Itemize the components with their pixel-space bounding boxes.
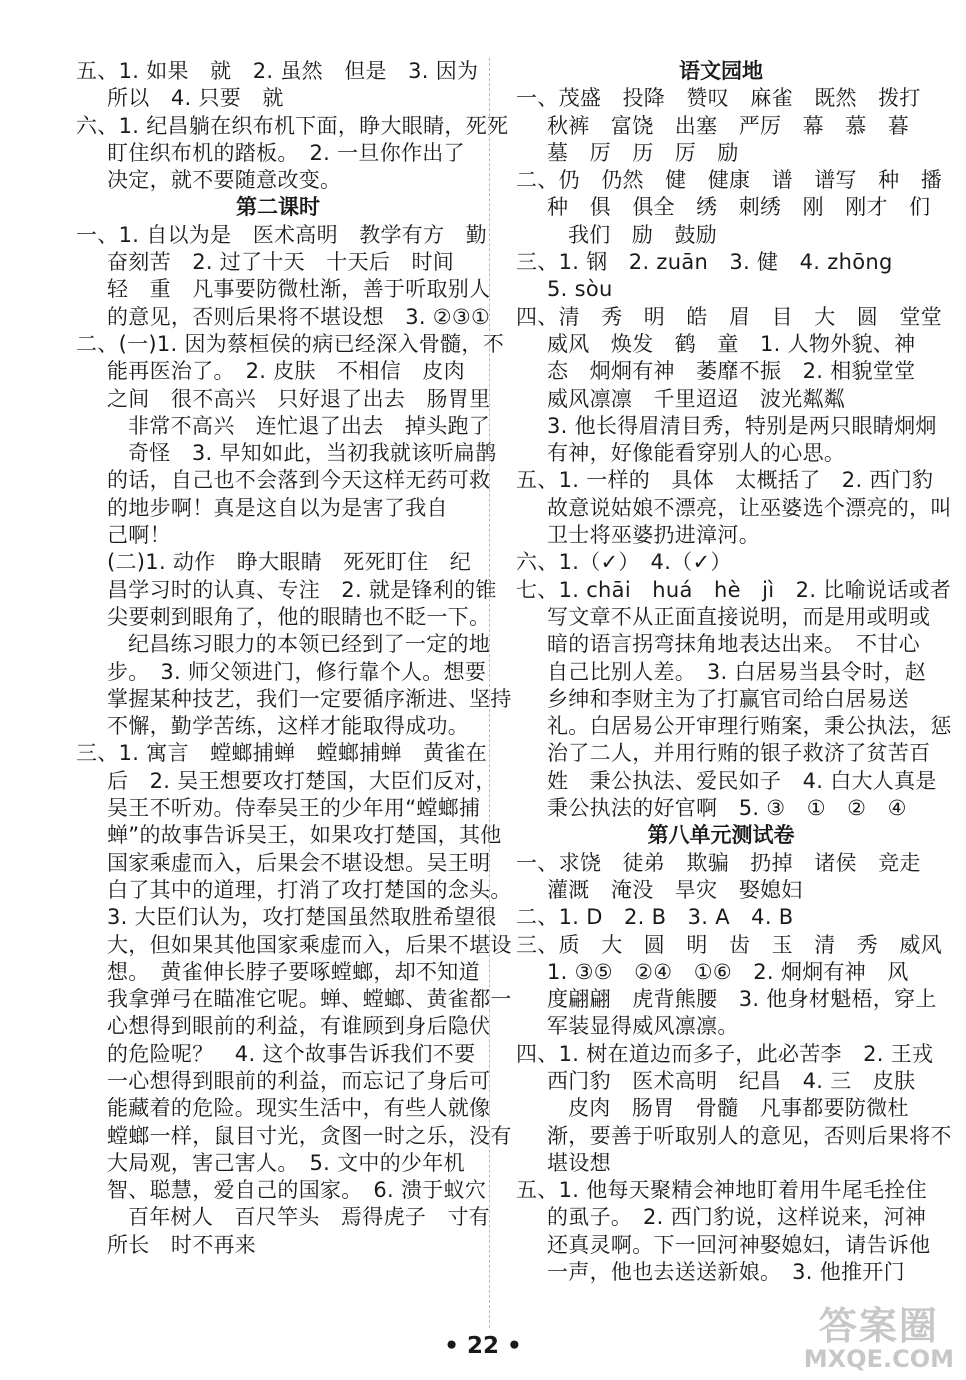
column-divider <box>489 58 490 1328</box>
answer-line: 己啊！ <box>107 523 171 548</box>
answer-line: 秉公执法的好官啊 5. ③ ① ② ④ <box>547 796 907 821</box>
watermark-url: MXQE.COM <box>803 1345 954 1373</box>
answer-line: 种 俱 俱全 绣 刺绣 刚 刚才 们 <box>547 195 931 220</box>
answer-line: 四、1. 树在道边而多子，此必苦李 2. 王戎 <box>516 1041 934 1066</box>
answer-line: 一心想得到眼前的利益，而忘记了身后可 <box>107 1068 491 1093</box>
answer-line: 二、1. D 2. B 3. A 4. B <box>516 905 794 930</box>
answer-line: 七、1. chāi huá hè jì 2. 比喻说话或者 <box>516 577 952 602</box>
answer-line: 大局观，害己害人。 5. 文中的少年机 <box>107 1150 465 1175</box>
answer-line: 之间 很不高兴 只好退了出去 肠胃里 <box>107 386 491 411</box>
answer-line: 威风 焕发 鹤 童 1. 人物外貌、神 <box>547 331 916 356</box>
answer-line: 盯住织布机的踏板。 2. 一旦你作出了 <box>107 140 465 165</box>
answer-line: 智、聪慧，爱自己的国家。 6. 溃于蚁穴 <box>107 1178 487 1203</box>
answer-line: 我拿弹弓在瞄准它呢。蝉、螳螂、黄雀都一 <box>107 987 512 1012</box>
answer-line: 心想得到眼前的利益，有谁顾到身后隐伏 <box>107 1014 491 1039</box>
answer-line: 所以 4. 只要 就 <box>107 86 284 111</box>
answer-line: (二)1. 动作 睁大眼睛 死死盯住 纪 <box>107 550 472 575</box>
answer-line: 尖要刺到眼角了，他的眼睛也不眨一下。 <box>107 604 491 629</box>
answer-line: 态 炯炯有神 萎靡不振 2. 相貌堂堂 <box>547 359 916 384</box>
answer-line: 非常不高兴 连忙退了出去 掉头跑了 <box>128 413 491 438</box>
answer-line: 白了其中的道理，打消了攻打楚国的念头。 <box>107 877 512 902</box>
answer-line: 的地步啊！真是这自以为是害了我自 <box>107 495 448 520</box>
answer-line: 堪设想 <box>547 1150 611 1175</box>
answer-line: 姓 秉公执法、爱民如子 4. 白大人真是 <box>547 768 937 793</box>
answer-line: 二、(一)1. 因为蔡桓侯的病已经深入骨髓，不 <box>76 331 504 356</box>
answer-line: 三、质 大 圆 明 齿 玉 清 秀 威风 <box>516 932 942 957</box>
answer-line: 五、1. 他每天聚精会神地盯着用牛尾毛拴住 <box>516 1178 928 1203</box>
answer-line: 掌握某种技艺，我们一定要循序渐进、坚持 <box>107 686 512 711</box>
answer-line: 想。 黄雀伸长脖子要啄螳螂，却不知道 <box>107 959 480 984</box>
answer-line: 秋裤 富饶 出塞 严厉 幕 慕 暮 <box>547 113 910 138</box>
answer-line: 二、仍 仍然 健 健康 谱 谱写 种 播 <box>516 168 942 193</box>
answer-line: 军装显得威风凛凛。 <box>547 1014 739 1039</box>
answer-line: 暗的语言拐弯抹角地表达出来。 不甘心 <box>547 632 920 657</box>
answer-line: 能再医治了。 2. 皮肤 不相信 皮肉 <box>107 359 465 384</box>
answer-line: 的危险呢？ 4. 这个故事告诉我们不要 <box>107 1041 476 1066</box>
answer-line: 还真灵啊。下一回河神娶媳妇，请告诉他 <box>547 1232 931 1257</box>
answer-line: 威风凛凛 千里迢迢 波光粼粼 <box>547 386 846 411</box>
answer-line: 四、清 秀 明 皓 眉 目 大 圆 堂堂 <box>516 304 942 329</box>
answer-line: 5. sòu <box>547 277 613 302</box>
answer-line: 一、1. 自以为是 医术高明 教学有方 勤 <box>76 222 488 247</box>
watermark <box>804 1306 954 1372</box>
answer-line: 大，但如果其他国家乘虚而入，后果不堪设 <box>107 932 512 957</box>
answer-line: 五、1. 如果 就 2. 虽然 但是 3. 因为 <box>76 59 479 83</box>
answer-line: 步。 3. 师父领进门，修行靠个人。想要 <box>107 659 487 684</box>
answer-line: 的意见，否则后果将不堪设想 3. ②③① <box>107 304 491 329</box>
answer-line: 螳螂一样，鼠目寸光，贪图一时之乐，没有 <box>107 1123 512 1148</box>
answer-line: 度翩翩 虎背熊腰 3. 他身材魁梧，穿上 <box>547 987 937 1012</box>
answer-line: 奋刻苦 2. 过了十天 十天后 时间 <box>107 250 455 275</box>
answer-line: 灌溉 淹没 旱灾 娶媳妇 <box>547 877 803 902</box>
answer-line: 百年树人 百尺竿头 焉得虎子 寸有 <box>128 1205 491 1230</box>
answer-line: 昌学习时的认真、专注 2. 就是锋利的锥 <box>107 577 497 602</box>
section-heading: 第二课时 <box>236 195 320 220</box>
answer-line: 决定，就不要随意改变。 <box>107 168 342 193</box>
answer-line: 一、茂盛 投降 赞叹 麻雀 既然 拨打 <box>516 86 921 111</box>
answer-line: 五、1. 一样的 具体 太概括了 2. 西门豹 <box>516 468 934 493</box>
section-heading: 第八单元测试卷 <box>647 823 795 848</box>
answer-line: 卫士将巫婆扔进漳河。 <box>547 523 760 548</box>
answer-line: 3. 他长得眉清目秀，特别是两只眼睛炯炯 <box>547 413 937 438</box>
answer-line: 墓 厉 历 厉 励 <box>547 140 739 165</box>
answer-line: 所长 时不再来 <box>107 1232 257 1257</box>
left-column <box>76 58 512 1259</box>
answer-line: 的话，自己也不会落到今天这样无药可救 <box>107 468 491 493</box>
answer-line: 3. 大臣们认为，攻打楚国虽然取胜希望很 <box>107 905 497 930</box>
answer-line: 一声，他也去送送新娘。 3. 他推开门 <box>547 1260 905 1285</box>
answer-line: 1. ③⑤ ②④ ①⑥ 2. 炯炯有神 风 <box>547 959 909 984</box>
answer-line: 的虱子。 2. 西门豹说，这样说来，河神 <box>547 1205 927 1230</box>
answer-line: 写文章不从正面直接说明，而是用或明或 <box>547 604 931 629</box>
answer-line: 能藏着的危险。现实生活中，有些人就像 <box>107 1096 491 1121</box>
answer-line: 三、1. 寓言 螳螂捕蝉 螳螂捕蝉 黄雀在 <box>76 741 488 766</box>
answer-line: 一、求饶 徒弟 欺骗 扔掉 诸侯 竞走 <box>516 850 921 875</box>
answer-line: 纪昌练习眼力的本领已经到了一定的地 <box>128 632 491 657</box>
watermark-logo: 答案圈 <box>818 1304 939 1348</box>
section-heading: 语文园地 <box>679 59 763 83</box>
answer-line: 吴王不听劝。侍奉吴王的少年用“螳螂捕 <box>107 796 481 821</box>
page-number: • 22 • <box>444 1333 522 1359</box>
answer-line: 六、1. 纪昌躺在织布机下面，睁大眼睛，死死 <box>76 113 509 138</box>
answer-line: 我们 励 鼓励 <box>568 222 718 247</box>
answer-line: 渐，要善于听取别人的意见，否则后果将不 <box>547 1123 952 1148</box>
answer-line: 三、1. 钢 2. zuān 3. 健 4. zhōng <box>516 250 893 275</box>
answer-line: 轻 重 凡事要防微杜渐，善于听取别人 <box>107 277 491 302</box>
right-column <box>516 58 952 1286</box>
answer-line: 六、1.（✓） 4.（✓） <box>516 550 732 575</box>
answer-line: 西门豹 医术高明 纪昌 4. 三 皮肤 <box>547 1068 916 1093</box>
answer-line: 后 2. 吴王想要攻打楚国，大臣们反对， <box>107 768 497 793</box>
answer-line: 故意说姑娘不漂亮，让巫婆选个漂亮的，叫 <box>547 495 952 520</box>
answer-line: 蝉”的故事告诉吴王，如果攻打楚国，其他 <box>107 823 502 848</box>
answer-line: 皮肉 肠胃 骨髓 凡事都要防微杜 <box>568 1096 909 1121</box>
answer-line: 不懈，勤学苦练，这样才能取得成功。 <box>107 714 470 739</box>
answer-line: 有神，好像能看穿别人的心思。 <box>547 441 846 466</box>
answer-line: 自己比别人差。 3. 白居易当县令时，赵 <box>547 659 927 684</box>
answer-line: 国家乘虚而入，后果会不堪设想。吴王明 <box>107 850 491 875</box>
answer-line: 礼。白居易公开审理行贿案，秉公执法，惩 <box>547 714 952 739</box>
answer-line: 奇怪 3. 早知如此，当初我就该听扁鹊 <box>128 441 497 466</box>
answer-line: 治了二人，并用行贿的银子救济了贫苦百 <box>547 741 931 766</box>
answer-line: 乡绅和李财主为了打赢官司给白居易送 <box>547 686 910 711</box>
